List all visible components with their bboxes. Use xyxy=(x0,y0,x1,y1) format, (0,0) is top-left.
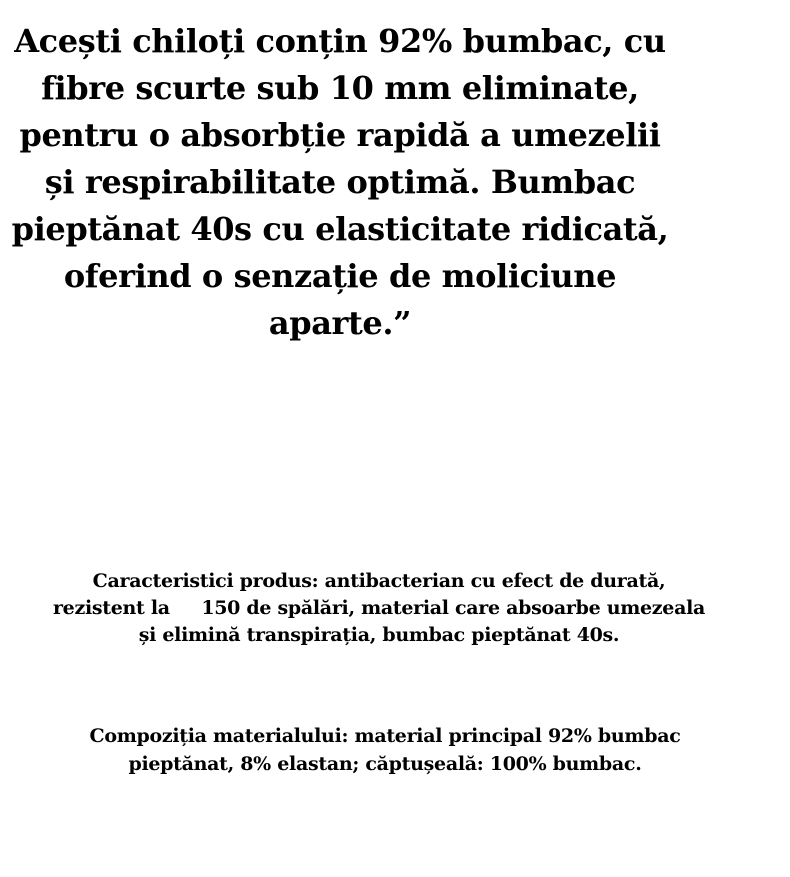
description-line: aparte.” xyxy=(268,304,412,342)
composition-line: pieptănat, 8% elastan; căptușeală: 100% bumbac. xyxy=(128,753,642,775)
features-line: rezistent la 150 de spălări, material care absoarbe umezeala xyxy=(52,597,706,619)
features-line: Caracteristici produs: antibacterian cu efect de durată, xyxy=(92,570,666,592)
composition-line: Compoziția materialului: material principal 92% bumbac xyxy=(89,725,681,747)
description-line: și respirabilitate optimă. Bumbac xyxy=(44,163,636,201)
product-features xyxy=(0,568,758,649)
description-line: Acești chiloți conțin 92% bumbac, cu xyxy=(14,22,666,60)
description-line: pieptănat 40s cu elasticitate ridicată, xyxy=(11,210,669,248)
description-line: fibre scurte sub 10 mm eliminate, xyxy=(41,69,639,107)
description-line: oferind o senzație de moliciune xyxy=(63,257,617,295)
description-line: pentru o absorbție rapidă a umezelii xyxy=(19,116,661,154)
product-description xyxy=(0,18,680,347)
features-line: și elimină transpirația, bumbac pieptănat 40s. xyxy=(138,624,620,646)
material-composition xyxy=(0,722,770,778)
